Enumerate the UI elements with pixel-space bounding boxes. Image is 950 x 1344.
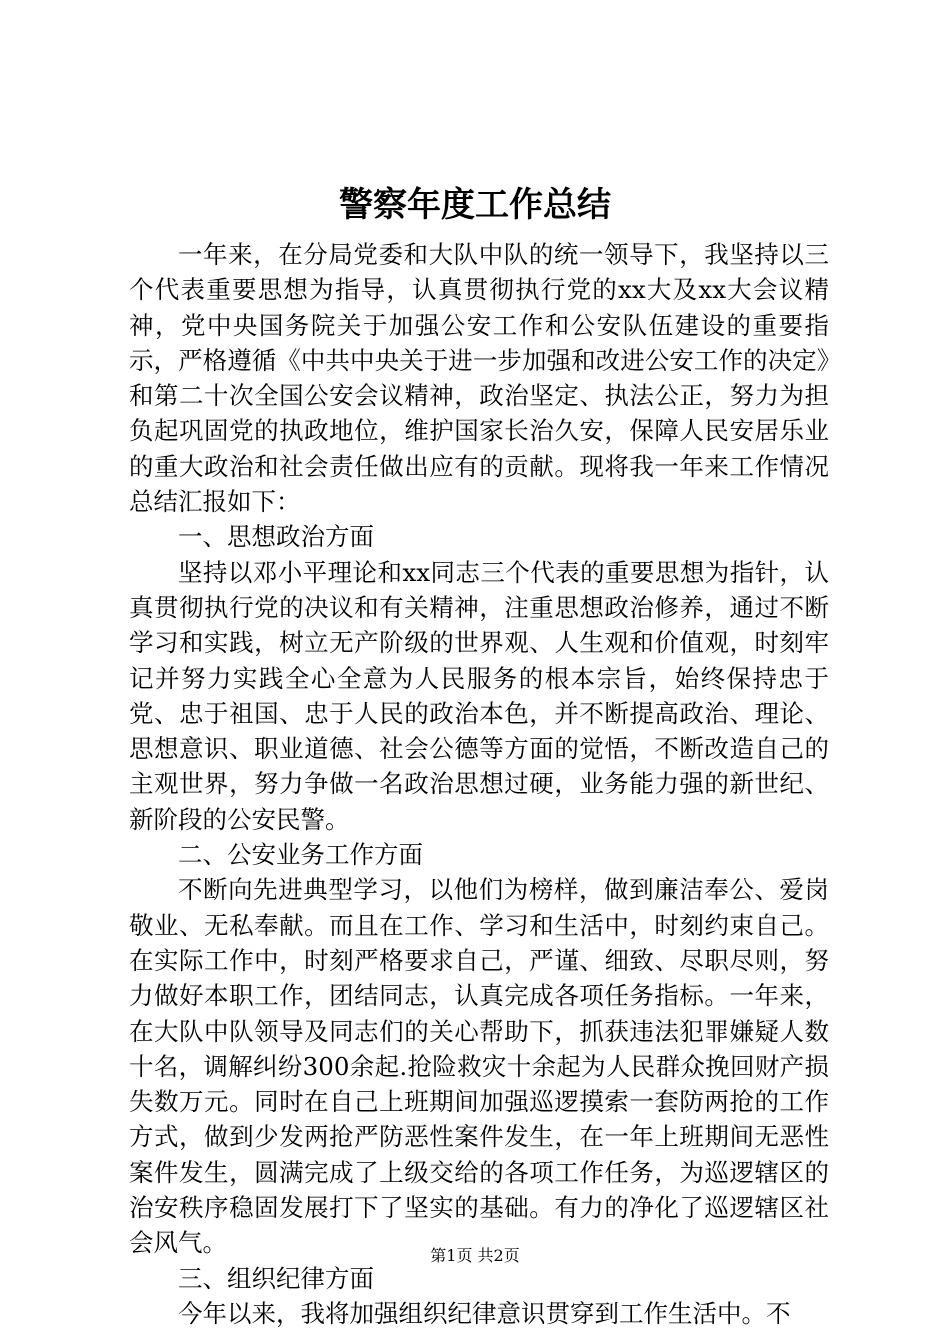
document-body [129, 237, 829, 1331]
document-title: 警察年度工作总结 [339, 185, 611, 225]
section-heading-political: 一、思想政治方面 [178, 522, 374, 552]
page-footer: 第1页 共2页 [430, 1246, 520, 1265]
section-heading-police-work: 二、公安业务工作方面 [178, 840, 423, 870]
section-body-police-work: 不断向先进典型学习，以他们为榜样，做到廉洁奉公、爱岗敬业、无私奉献。而且在工作、学习和生活中，时刻约束自己。在实际工作中，时刻严格要求自己，严谨、细致、尽职尽则，努力做好本职工作，团结同志，认真完成各项任务指标。一年来，在大队中队领导及同志们的关心帮助下，抓获违法犯罪嫌疑人数十名，调解纠纷300余起.抢险救灾十余起为人民群众挽回财产损失数万元。同时在自己上班期间加强巡逻摸索一套防两抢的工作方式，做到少发两抢严防恶性案件发生，在一年上班期间无恶性案件发生，圆满完成了上级交给的各项工作任务，为巡逻辖区的治安秩序稳固发展打下了坚实的基础。有力的净化了巡逻辖区社会风气。 [129, 875, 829, 1258]
section-body-political: 坚持以邓小平理论和xx同志三个代表的重要思想为指针，认真贯彻执行党的决议和有关精神，注重思想政治修养，通过不断学习和实践，树立无产阶级的世界观、人生观和价值观，时刻牢记并努力实践全心全意为人民服务的根本宗旨，始终保持忠于党、忠于祖国、忠于人民的政治本色，并不断提高政治、理论、思想意识、职业道德、社会公德等方面的觉悟，不断改造自己的主观世界，努力争做一名政治思想过硬，业务能力强的新世纪、新阶段的公安民警。 [129, 557, 829, 834]
section-body-discipline: 今年以来，我将加强组织纪律意识贯穿到工作生活中。不 [178, 1298, 791, 1328]
section-heading-discipline: 三、组织纪律方面 [178, 1263, 374, 1293]
intro-paragraph: 一年来，在分局党委和大队中队的统一领导下，我坚持以三个代表重要思想为指导，认真贯彻执行党的xx大及xx大会议精神，党中央国务院关于加强公安工作和公安队伍建设的重要指示，严格遵循《中共中央关于进一步加强和改进公安工作的决定》和第二十次全国公安会议精神，政治坚定、执法公正，努力为担负起巩固党的执政地位，维护国家长治久安，保障人民安居乐业的重大政治和社会责任做出应有的贡献。现将我一年来工作情况总结汇报如下： [129, 240, 829, 517]
